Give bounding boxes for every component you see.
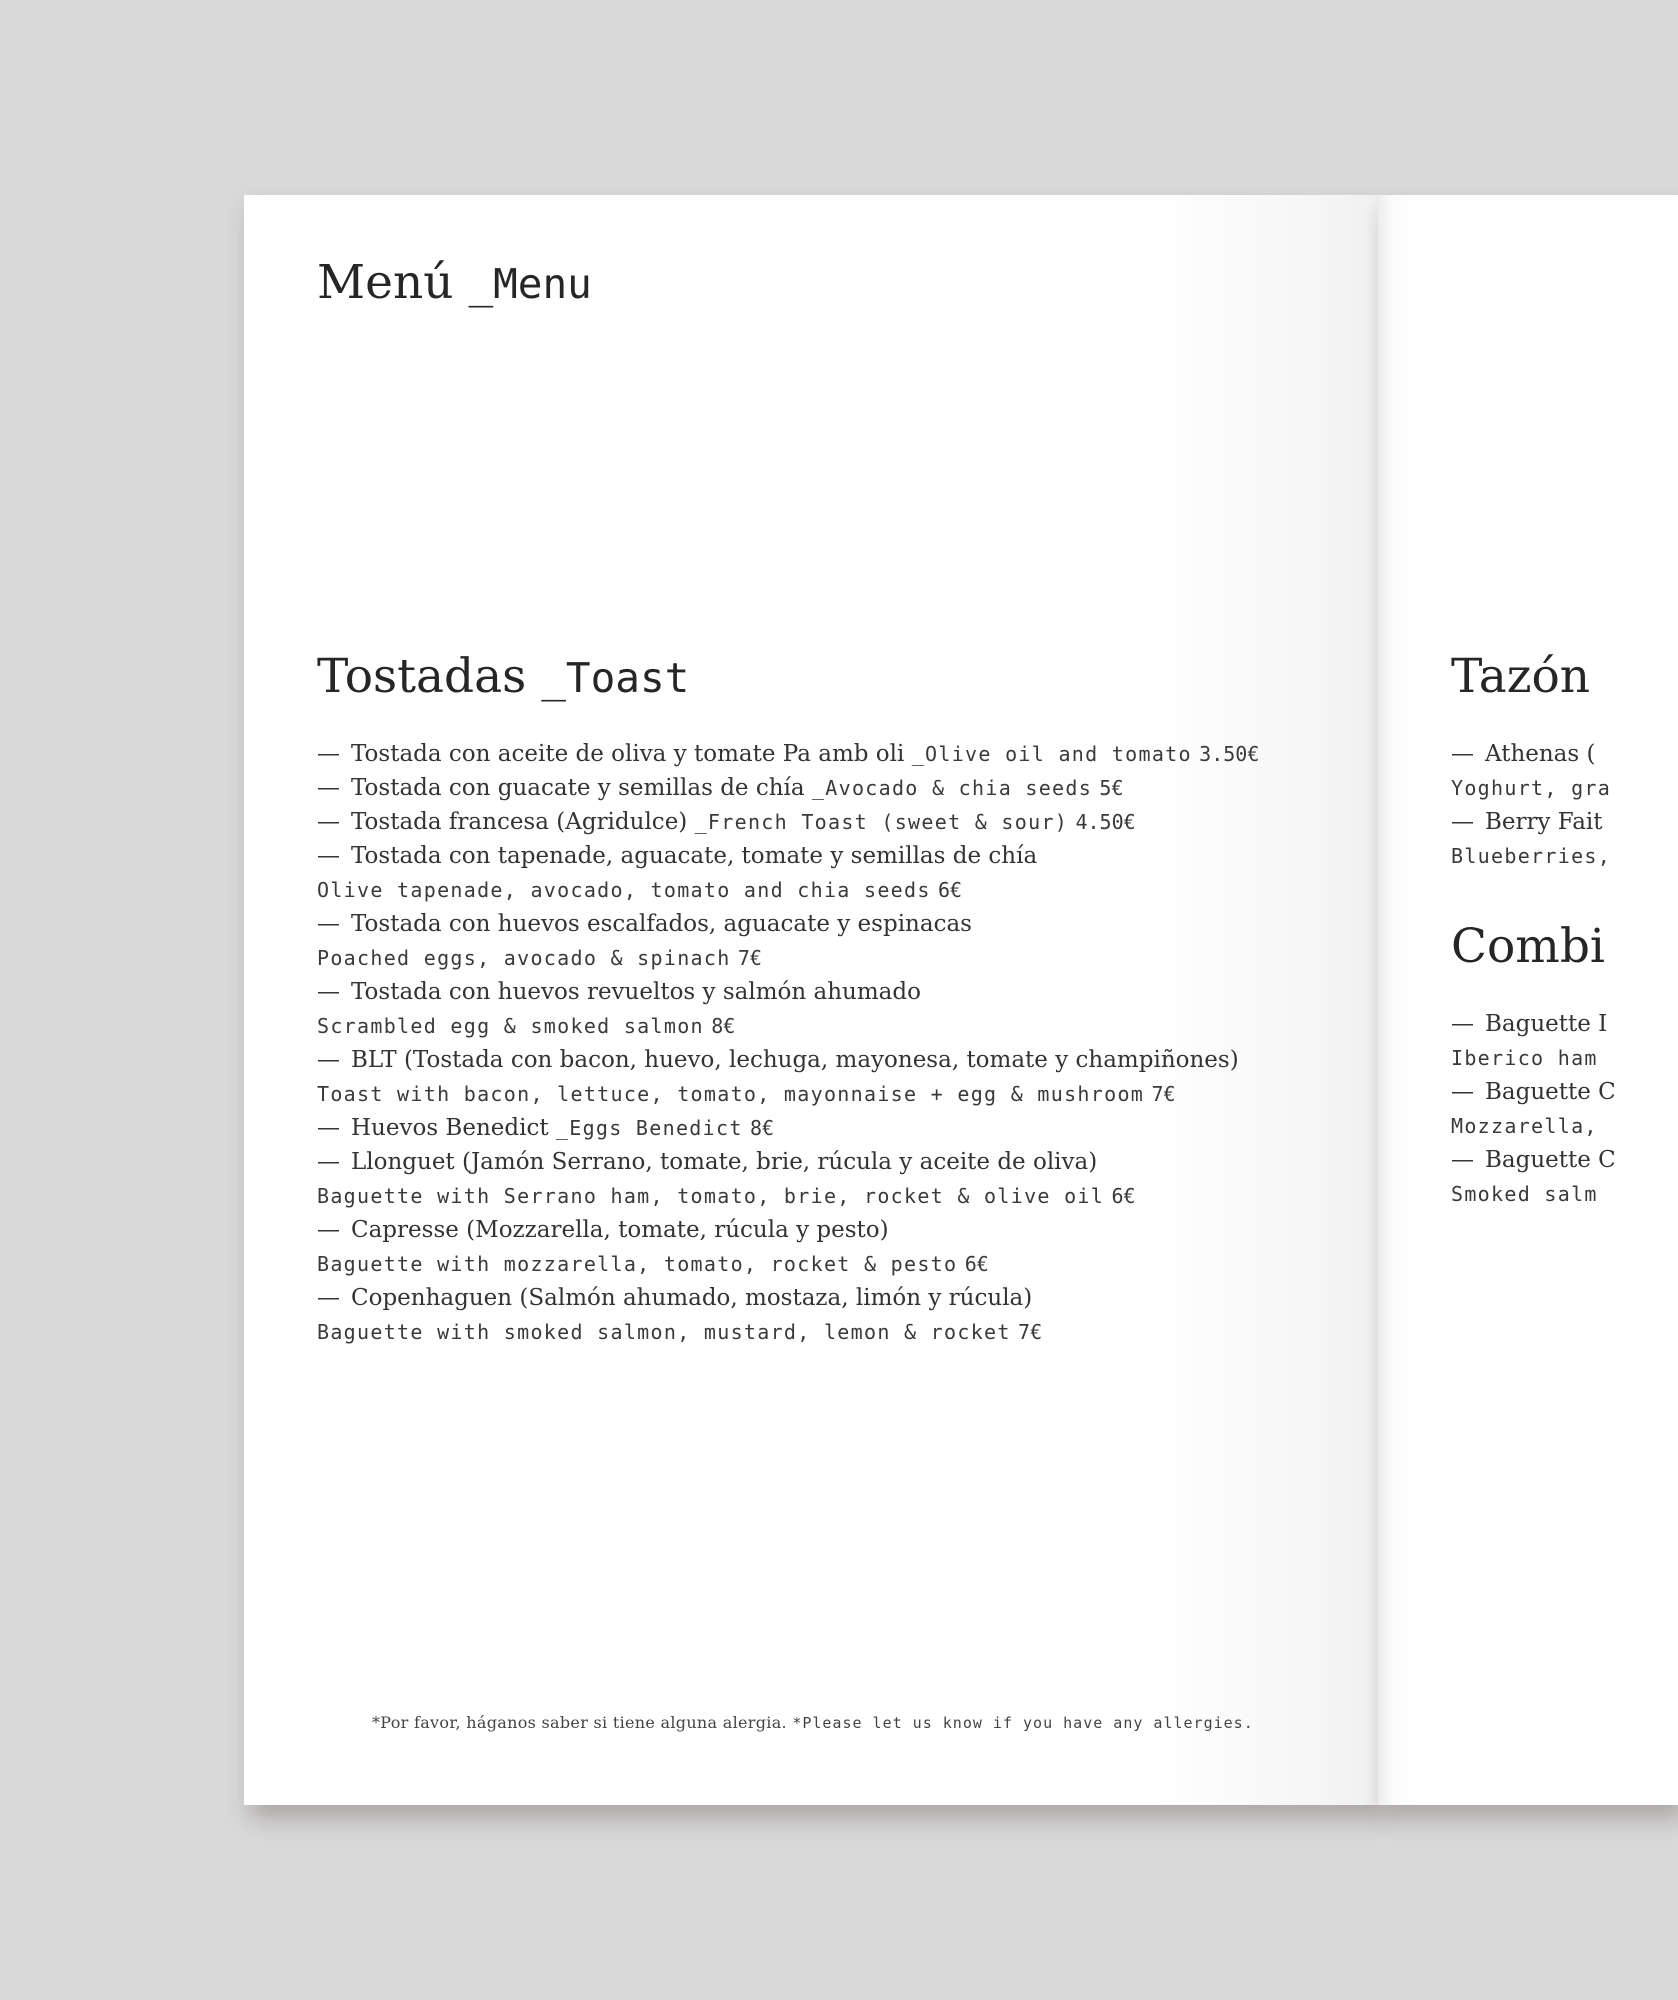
combos-item-list [1451,1007,1616,1211]
item-name: Athenas ( [1485,741,1596,767]
item-price: 7€ [737,946,762,970]
bowls-section-title: Tazón [1451,649,1591,704]
menu-item: — Tostada con huevos revueltos y salmón ahumado Scrambled egg & smoked salmon 8€ [317,979,921,1038]
item-translation: Mozzarella, [1451,1114,1598,1138]
item-translation: Smoked salm [1451,1182,1598,1206]
item-price: 8€ [711,1014,736,1038]
item-price: 7€ [1151,1082,1176,1106]
menu-item: — Tostada con tapenade, aguacate, tomate y semillas de chía Olive tapenade, avocado, tomato and chia seeds 6€ [317,843,1038,902]
item-name: Tostada con aceite de oliva y tomate Pa amb oli [351,741,905,767]
item-name: Baguette C [1485,1147,1616,1173]
item-name: Baguette C [1485,1079,1616,1105]
menu-title-en: _Menu [468,260,592,308]
menu-item: — Berry Fait Blueberries, [1451,809,1612,868]
menu-item: — Copenhaguen (Salmón ahumado, mostaza, limón y rúcula) Baguette with smoked salmon, mustard, lemon & rocket 7€ [317,1285,1043,1344]
item-translation: _Eggs Benedict [555,1116,743,1140]
menu-item: — Llonguet (Jamón Serrano, tomate, brie, rúcula y aceite de oliva) Baguette with Serrano ham, tomato, brie, rocket & olive oil 6€ [317,1149,1136,1208]
menu-item: — Baguette C Mozzarella, [1451,1079,1616,1138]
item-translation: _Olive oil and tomato [911,742,1192,766]
item-name: Llonguet (Jamón Serrano, tomate, brie, rúcula y aceite de oliva) [351,1149,1098,1175]
toast-section-title [317,649,689,704]
item-translation: Baguette with mozzarella, tomato, rocket & pesto [317,1252,958,1276]
item-price: 4.50€ [1075,810,1136,834]
item-name: Tostada francesa (Agridulce) [351,809,688,835]
allergy-note-es: *Por favor, háganos saber si tiene alguna alergia. [372,1713,787,1732]
combos-section-title: Combi [1451,919,1605,974]
item-translation: Olive tapenade, avocado, tomato and chia seeds [317,878,931,902]
item-translation: Blueberries, [1451,844,1612,868]
item-translation: Baguette with Serrano ham, tomato, brie, rocket & olive oil [317,1184,1105,1208]
item-translation: _French Toast (sweet & sour) [694,810,1069,834]
item-translation: Scrambled egg & smoked salmon [317,1014,704,1038]
toast-title-es: Tostadas [317,649,527,704]
item-name: Tostada con huevos escalfados, aguacate y espinacas [351,911,972,937]
item-translation: Baguette with smoked salmon, mustard, lemon & rocket [317,1320,1011,1344]
item-name: Capresse (Mozzarella, tomate, rúcula y pesto) [351,1217,889,1243]
item-translation: Yoghurt, gra [1451,776,1612,800]
menu-title [317,255,592,310]
item-name: Tostada con guacate y semillas de chía [351,775,805,801]
item-name: BLT (Tostada con bacon, huevo, lechuga, mayonesa, tomate y champiñones) [351,1047,1239,1073]
menu-page-left [244,195,1378,1805]
menu-item: — Athenas ( Yoghurt, gra [1451,741,1612,800]
item-name: Tostada con huevos revueltos y salmón ahumado [351,979,921,1005]
item-translation: Iberico ham [1451,1046,1598,1070]
menu-item: — Baguette C Smoked salm [1451,1147,1616,1206]
menu-item: — Tostada con aceite de oliva y tomate Pa amb oli _Olive oil and tomato 3.50€ [317,741,1260,767]
item-name: Berry Fait [1485,809,1603,835]
item-price: 6€ [964,1252,989,1276]
item-price: 8€ [749,1116,775,1140]
item-translation: Toast with bacon, lettuce, tomato, mayonnaise + egg & mushroom [317,1082,1145,1106]
item-translation: Poached eggs, avocado & spinach [317,946,731,970]
item-price: 6€ [1111,1184,1136,1208]
item-name: Huevos Benedict [351,1115,549,1141]
item-translation: _Avocado & chia seeds [811,776,1093,800]
menu-item: — Tostada con huevos escalfados, aguacate y espinacas Poached eggs, avocado & spinach 7€ [317,911,972,970]
menu-title-es: Menú [317,255,454,310]
toast-item-list [317,737,1259,1349]
allergy-note-en: *Please let us know if you have any allergies. [792,1714,1254,1732]
menu-page-right [1378,195,1678,1805]
menu-item: — Tostada francesa (Agridulce) _French Toast (sweet & sour) 4.50€ [317,809,1136,835]
menu-item: — Baguette I Iberico ham [1451,1011,1608,1070]
item-price: 7€ [1018,1320,1043,1344]
toast-title-en: _Toast [541,654,690,702]
item-name: Tostada con tapenade, aguacate, tomate y semillas de chía [351,843,1038,869]
allergy-note [372,1713,1254,1732]
bowls-item-list [1451,737,1611,873]
menu-item: — BLT (Tostada con bacon, huevo, lechuga, mayonesa, tomate y champiñones) Toast with bacon, lettuce, tomato, mayonnaise + egg & mushroom 7€ [317,1047,1239,1106]
menu-item: — Tostada con guacate y semillas de chía _Avocado & chia seeds 5€ [317,775,1124,801]
item-price: 6€ [938,878,963,902]
item-price: 5€ [1099,776,1124,800]
item-name: Copenhaguen (Salmón ahumado, mostaza, limón y rúcula) [351,1285,1033,1311]
item-name: Baguette I [1485,1011,1608,1037]
menu-item: — Capresse (Mozzarella, tomate, rúcula y pesto) Baguette with mozzarella, tomato, rocket & pesto 6€ [317,1217,989,1276]
menu-item: — Huevos Benedict _Eggs Benedict 8€ [317,1115,775,1141]
item-price: 3.50€ [1199,742,1260,766]
